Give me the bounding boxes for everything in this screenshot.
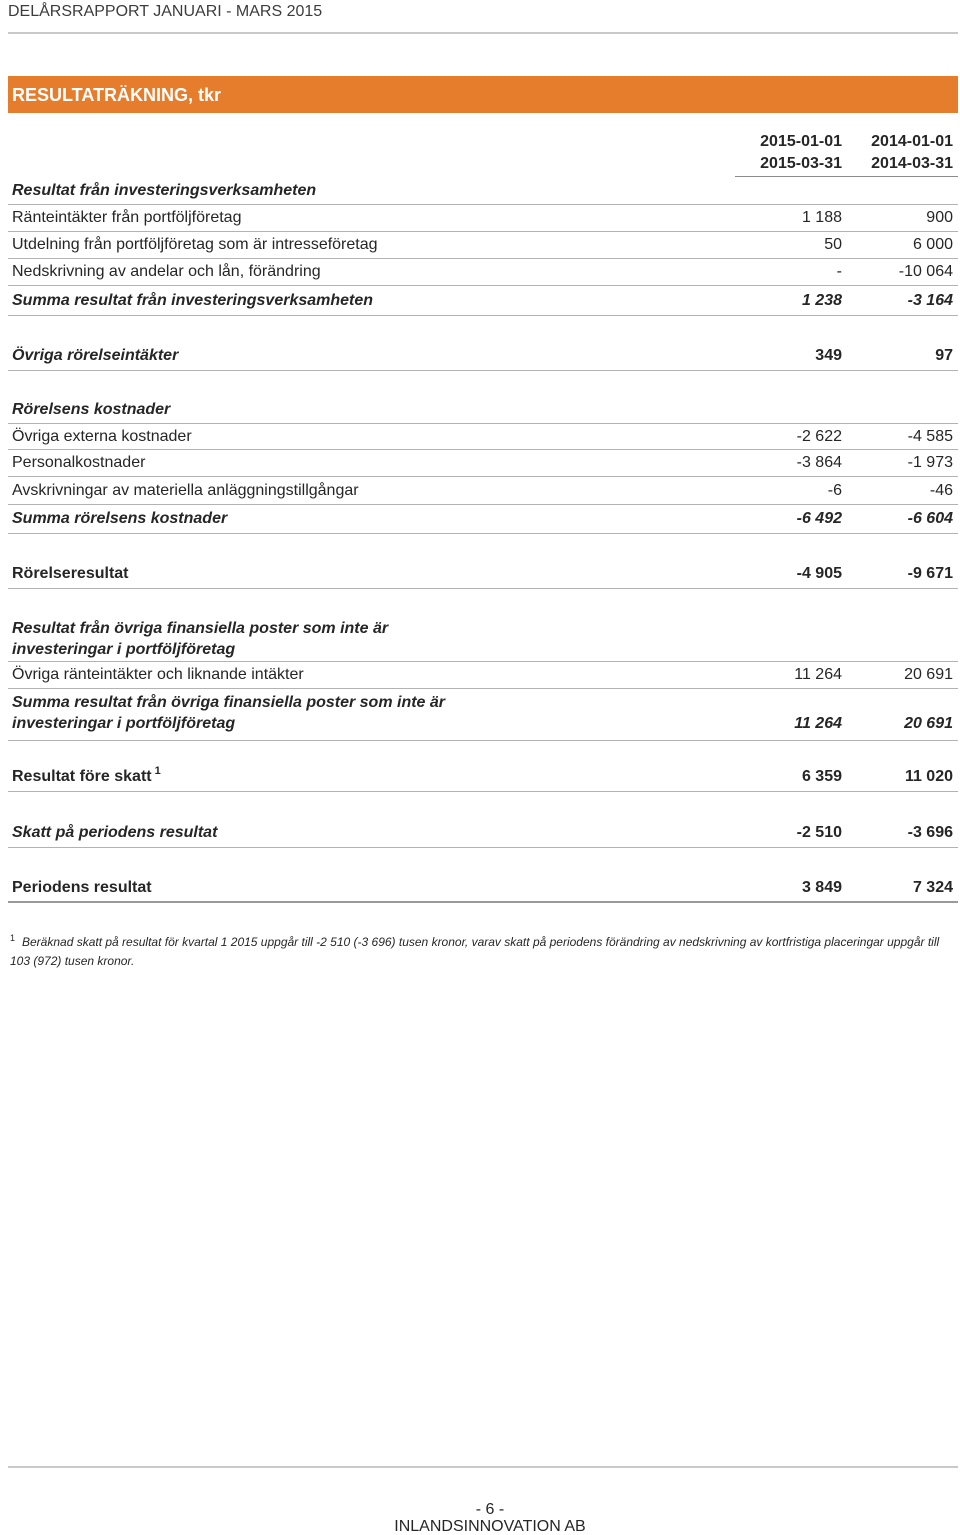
- value-current-period: 1 238: [801, 292, 842, 309]
- table-row: [8, 450, 958, 477]
- row-result-before-tax: [8, 763, 958, 792]
- value-prior-period: -4 585: [907, 428, 953, 445]
- row-operating-result: [8, 560, 958, 589]
- page-number: - 6 -: [475, 1501, 505, 1518]
- footnote-line: [10, 933, 939, 952]
- value-current-period: 3 849: [801, 879, 842, 896]
- value-prior-period: 6 000: [912, 236, 953, 253]
- footnote-text: Beräknad skatt på resultat för kvartal 1 2015 uppgår till -2 510 (-3 696) tusen kronor, varav skatt på periodens förändring av nedskrivning av kortfristiga placeringar uppgår till: [22, 935, 940, 949]
- table-row: [8, 205, 958, 232]
- row-label: Rörelsens kostnader: [12, 401, 171, 418]
- row-label: Ränteintäkter från portföljföretag: [12, 209, 242, 226]
- value-current-period: -3 864: [796, 454, 842, 471]
- subtotal-row-operating-costs: [8, 505, 958, 534]
- row-label: [12, 618, 388, 660]
- value-prior-period: -3 696: [907, 824, 953, 841]
- value-prior-period: 97: [935, 347, 953, 364]
- row-label-line: Resultat från övriga finansiella poster som inte är: [12, 620, 389, 637]
- row-label-line: investeringar i portföljföretag: [12, 641, 236, 658]
- value-prior-period: -10 064: [898, 263, 953, 280]
- value-prior-period: 7 324: [912, 879, 953, 896]
- row-label: Periodens resultat: [12, 879, 152, 896]
- column-header-divider: [735, 176, 958, 177]
- row-label: Resultat från investeringsverksamheten: [12, 182, 317, 199]
- row-other-operating-income: [8, 342, 958, 371]
- table-row: [8, 232, 958, 259]
- section-heading-investment: [8, 178, 958, 205]
- value-prior-period: 900: [926, 209, 953, 226]
- row-label: Skatt på periodens resultat: [12, 824, 218, 841]
- section-banner: [8, 76, 958, 113]
- section-heading-operating-costs: [8, 397, 958, 424]
- column-current-start: 2015-01-01: [760, 133, 842, 150]
- value-current-period: -6: [827, 482, 842, 499]
- row-tax: [8, 819, 958, 848]
- value-prior-period: -1 973: [907, 454, 953, 471]
- footnote-reference: 1: [154, 765, 161, 777]
- table-row: [8, 259, 958, 286]
- value-prior-period: -46: [929, 482, 953, 499]
- value-current-period: 11 264: [794, 715, 842, 732]
- row-net-result: [8, 874, 958, 903]
- row-label: Summa rörelsens kostnader: [12, 510, 228, 527]
- row-label: [12, 763, 161, 792]
- footnote-line: 103 (972) tusen kronor.: [10, 954, 135, 968]
- section-heading-financial: [8, 614, 958, 662]
- subtotal-row-financial: [8, 689, 958, 741]
- value-current-period: -4 905: [796, 565, 842, 582]
- value-current-period: 6 359: [801, 768, 842, 785]
- value-prior-period: -9 671: [907, 565, 953, 582]
- row-label: Rörelseresultat: [12, 565, 129, 582]
- column-prior-start: 2014-01-01: [871, 133, 953, 150]
- value-current-period: 1 188: [801, 209, 842, 226]
- company-name: INLANDSINNOVATION AB: [394, 1518, 586, 1535]
- value-prior-period: 20 691: [904, 715, 953, 732]
- column-prior-end: 2014-03-31: [871, 155, 953, 172]
- column-current-end: 2015-03-31: [760, 155, 842, 172]
- value-current-period: -: [836, 263, 842, 280]
- subtotal-row-investment: [8, 286, 958, 316]
- value-current-period: -2 510: [796, 824, 842, 841]
- row-label-text: Resultat före skatt: [12, 768, 152, 785]
- value-current-period: 50: [824, 236, 842, 253]
- value-prior-period: 20 691: [904, 666, 953, 683]
- value-current-period: 11 264: [794, 666, 842, 683]
- row-label: Övriga ränteintäkter och liknande intäkter: [12, 666, 304, 683]
- table-row: [8, 424, 958, 450]
- report-title: DELÅRSRAPPORT JANUARI - MARS 2015: [8, 3, 323, 20]
- row-label: Övriga externa kostnader: [12, 428, 192, 445]
- value-prior-period: -6 604: [907, 510, 953, 527]
- value-current-period: -2 622: [796, 428, 842, 445]
- row-label: Avskrivningar av materiella anläggningstillgångar: [12, 482, 359, 499]
- footnote: [10, 933, 939, 970]
- header-divider: [8, 32, 958, 34]
- table-row: [8, 477, 958, 505]
- value-current-period: 349: [815, 347, 842, 364]
- footer-divider: [8, 1466, 958, 1468]
- row-label-line: Summa resultat från övriga finansiella poster som inte är: [12, 694, 446, 711]
- table-row: [8, 662, 958, 689]
- row-label: Utdelning från portföljföretag som är intresseföretag: [12, 236, 378, 253]
- row-label: [12, 692, 445, 734]
- row-label: Övriga rörelseintäkter: [12, 347, 179, 364]
- footnote-marker: 1: [10, 933, 16, 943]
- row-label: Nedskrivning av andelar och lån, förändring: [12, 263, 321, 280]
- row-label: Summa resultat från investeringsverksamheten: [12, 292, 374, 309]
- row-label-line: investeringar i portföljföretag: [12, 715, 236, 732]
- value-current-period: -6 492: [796, 510, 842, 527]
- banner-title: RESULTATRÄKNING, tkr: [12, 85, 221, 105]
- value-prior-period: -3 164: [907, 292, 953, 309]
- row-label: Personalkostnader: [12, 454, 146, 471]
- value-prior-period: 11 020: [904, 768, 953, 785]
